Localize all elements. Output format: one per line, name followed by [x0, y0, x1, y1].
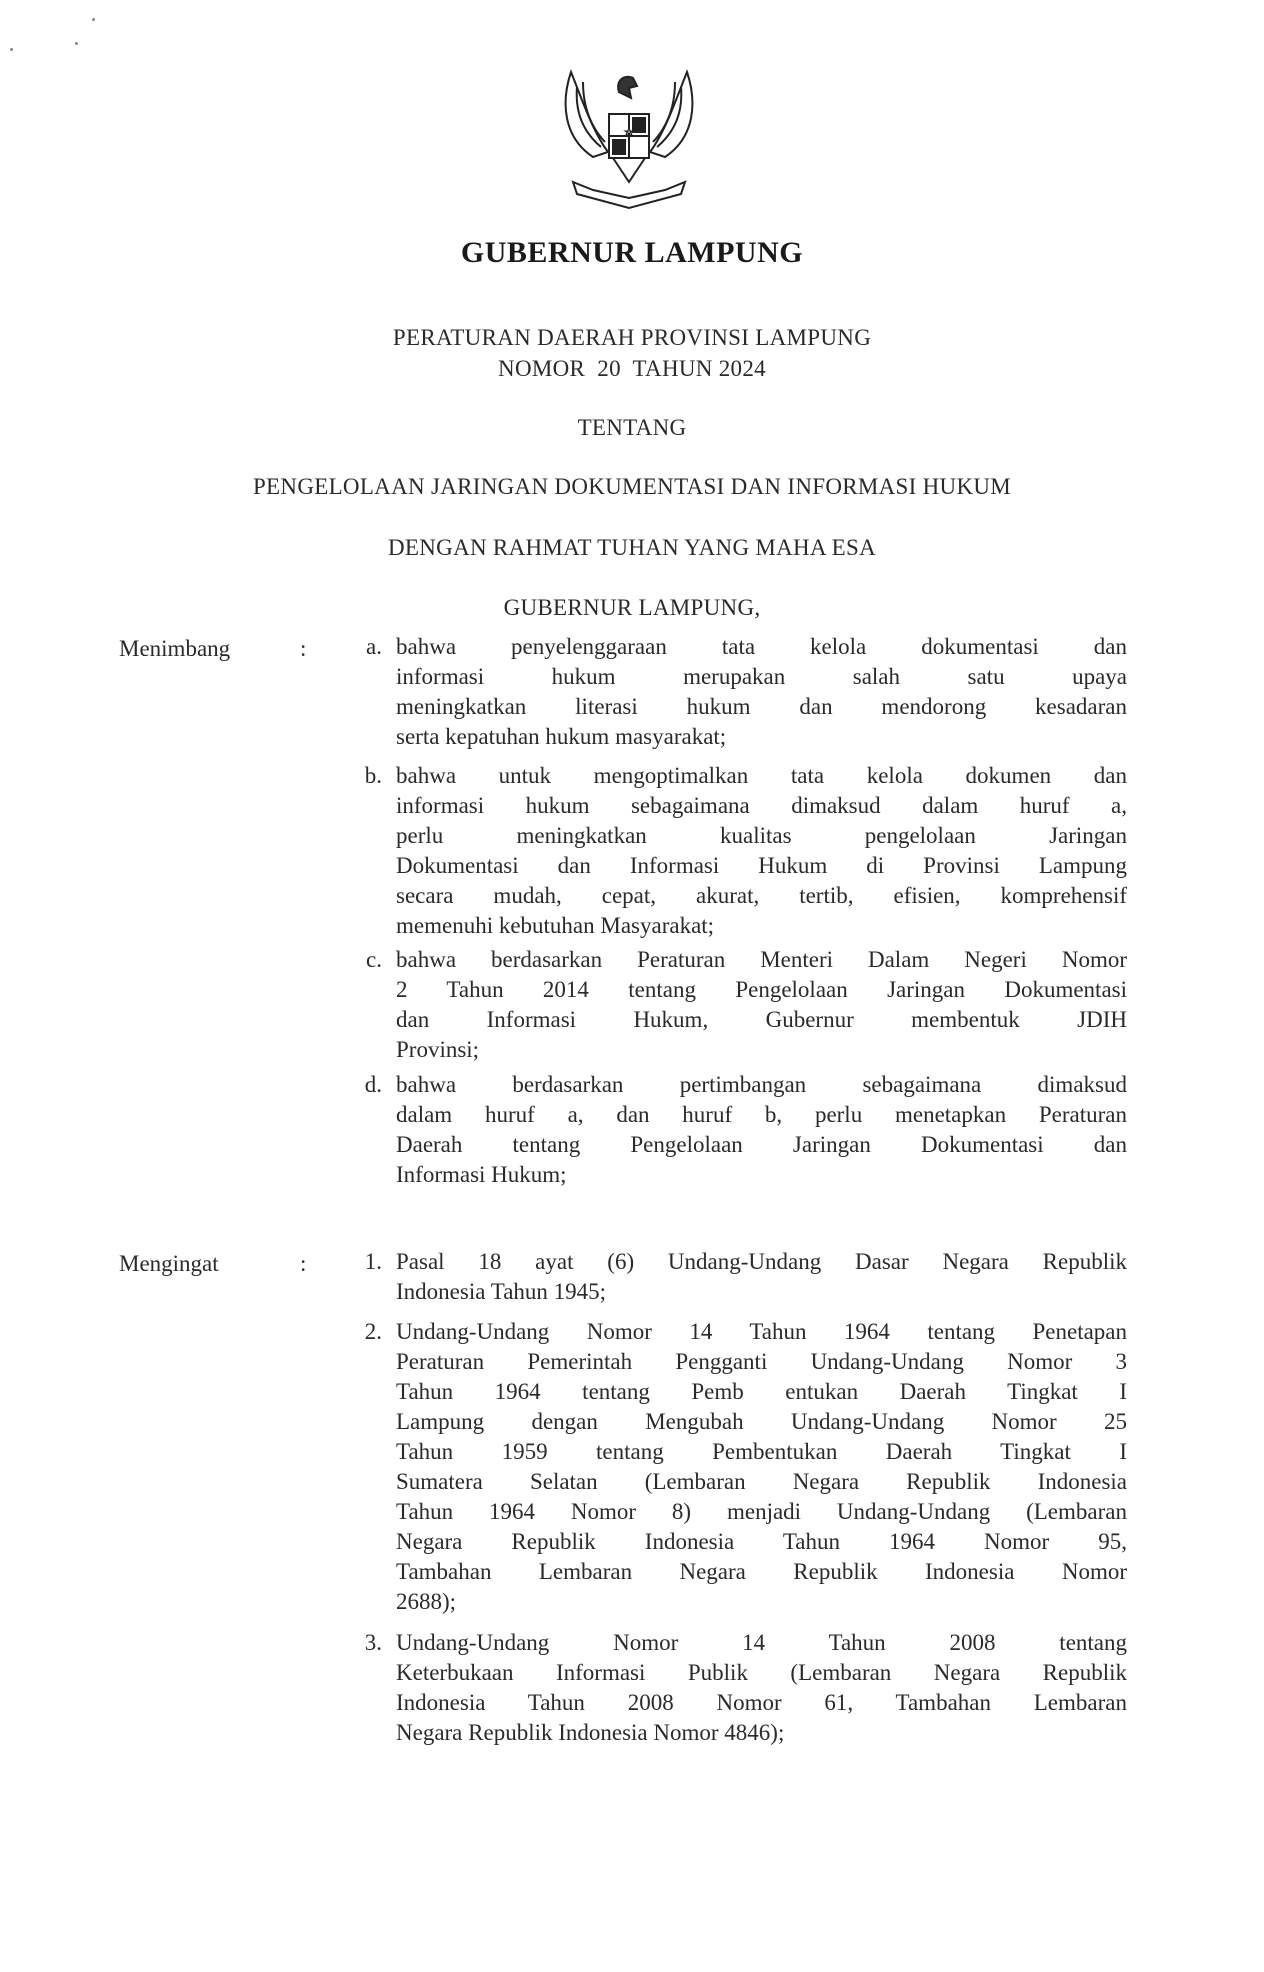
menimbang-item-marker: b.: [364, 763, 382, 788]
item-text-line: dalam huruf a, dan huruf b, perlu menetapkan Peraturan: [396, 1102, 1127, 1127]
scan-speck: [92, 18, 95, 21]
item-text-line: Peraturan Pemerintah Pengganti Undang-Undang Nomor 3: [396, 1349, 1127, 1374]
item-text-line: Sumatera Selatan (Lembaran Negara Republik Indonesia: [396, 1469, 1127, 1494]
issuer: GUBERNUR LAMPUNG,: [503, 595, 761, 620]
item-text-line: informasi hukum merupakan salah satu upaya: [396, 664, 1127, 689]
item-text-line: Tahun 1959 tentang Pembentukan Daerah Tingkat I: [396, 1439, 1127, 1464]
menimbang-colon: :: [300, 636, 307, 661]
item-text-line: bahwa untuk mengoptimalkan tata kelola dokumen dan: [396, 763, 1127, 788]
mengingat-item: [396, 1628, 1127, 1748]
item-text-line: Informasi Hukum;: [396, 1162, 567, 1187]
item-text-line: bahwa berdasarkan Peraturan Menteri Dalam Negeri Nomor: [396, 947, 1127, 972]
menimbang-item-marker: c.: [366, 947, 382, 972]
item-text-line: bahwa berdasarkan pertimbangan sebagaimana dimaksud: [396, 1072, 1127, 1097]
item-text-line: memenuhi kebutuhan Masyarakat;: [396, 913, 715, 938]
menimbang-label: Menimbang: [119, 636, 231, 661]
item-text-line: Lampung dengan Mengubah Undang-Undang Nomor 25: [396, 1409, 1127, 1434]
item-text-line: Provinsi;: [396, 1037, 480, 1062]
regulation-type: PERATURAN DAERAH PROVINSI LAMPUNG: [392, 325, 872, 350]
mengingat-item-marker: 2.: [364, 1319, 382, 1344]
item-text-line: Undang-Undang Nomor 14 Tahun 1964 tentang Penetapan: [396, 1319, 1127, 1344]
item-text-line: serta kepatuhan hukum masyarakat;: [396, 724, 727, 749]
item-text-line: Indonesia Tahun 2008 Nomor 61, Tambahan Lembaran: [396, 1690, 1127, 1715]
item-text-line: meningkatkan literasi hukum dan mendorong kesadaran: [396, 694, 1127, 719]
mengingat-item-marker: 3.: [364, 1630, 382, 1655]
mengingat-colon: :: [300, 1251, 307, 1276]
item-text-line: Pasal 18 ayat (6) Undang-Undang Dasar Negara Republik: [396, 1249, 1127, 1274]
item-text-line: Daerah tentang Pengelolaan Jaringan Dokumentasi dan: [396, 1132, 1127, 1157]
item-text-line: Undang-Undang Nomor 14 Tahun 2008 tentang: [396, 1630, 1127, 1655]
garuda-emblem-icon: [553, 62, 705, 214]
item-text-line: 2 Tahun 2014 tentang Pengelolaan Jaringan Dokumentasi: [396, 977, 1127, 1002]
mengingat-item-marker: 1.: [364, 1249, 382, 1274]
menimbang-item-marker: d.: [364, 1072, 382, 1097]
mengingat-item: [396, 1247, 1127, 1307]
item-text-line: Dokumentasi dan Informasi Hukum di Provinsi Lampung: [396, 853, 1127, 878]
item-text-line: Negara Republik Indonesia Tahun 1964 Nomor 95,: [396, 1529, 1127, 1554]
regulation-subject: PENGELOLAAN JARINGAN DOKUMENTASI DAN INFORMASI HUKUM: [252, 474, 1012, 499]
about-heading: TENTANG: [577, 415, 687, 440]
scan-speck: [10, 48, 13, 51]
item-text-line: Tambahan Lembaran Negara Republik Indonesia Nomor: [396, 1559, 1127, 1584]
item-text-line: Keterbukaan Informasi Publik (Lembaran Negara Republik: [396, 1660, 1127, 1685]
item-text-line: informasi hukum sebagaimana dimaksud dalam huruf a,: [396, 793, 1127, 818]
document-title: GUBERNUR LAMPUNG: [460, 236, 804, 269]
item-text-line: perlu meningkatkan kualitas pengelolaan Jaringan: [396, 823, 1127, 848]
item-text-line: Tahun 1964 tentang Pemb entukan Daerah Tingkat I: [396, 1379, 1127, 1404]
mengingat-item: [396, 1317, 1127, 1617]
menimbang-item: [396, 1070, 1127, 1190]
item-text-line: dan Informasi Hukum, Gubernur membentuk JDIH: [396, 1007, 1127, 1032]
menimbang-item: [396, 945, 1127, 1065]
item-text-line: secara mudah, cepat, akurat, tertib, efisien, komprehensif: [396, 883, 1127, 908]
menimbang-item: [396, 761, 1127, 941]
invocation: DENGAN RAHMAT TUHAN YANG MAHA ESA: [387, 535, 877, 560]
menimbang-item-marker: a.: [366, 634, 382, 659]
item-text-line: 2688);: [396, 1589, 457, 1614]
item-text-line: bahwa penyelenggaraan tata kelola dokumentasi dan: [396, 634, 1127, 659]
scan-speck: [75, 42, 78, 45]
item-text-line: Indonesia Tahun 1945;: [396, 1279, 607, 1304]
regulation-number: NOMOR 20 TAHUN 2024: [498, 356, 766, 381]
mengingat-label: Mengingat: [119, 1251, 219, 1276]
item-text-line: Tahun 1964 Nomor 8) menjadi Undang-Undang (Lembaran: [396, 1499, 1127, 1524]
item-text-line: Negara Republik Indonesia Nomor 4846);: [396, 1720, 785, 1745]
menimbang-item: [396, 632, 1127, 752]
